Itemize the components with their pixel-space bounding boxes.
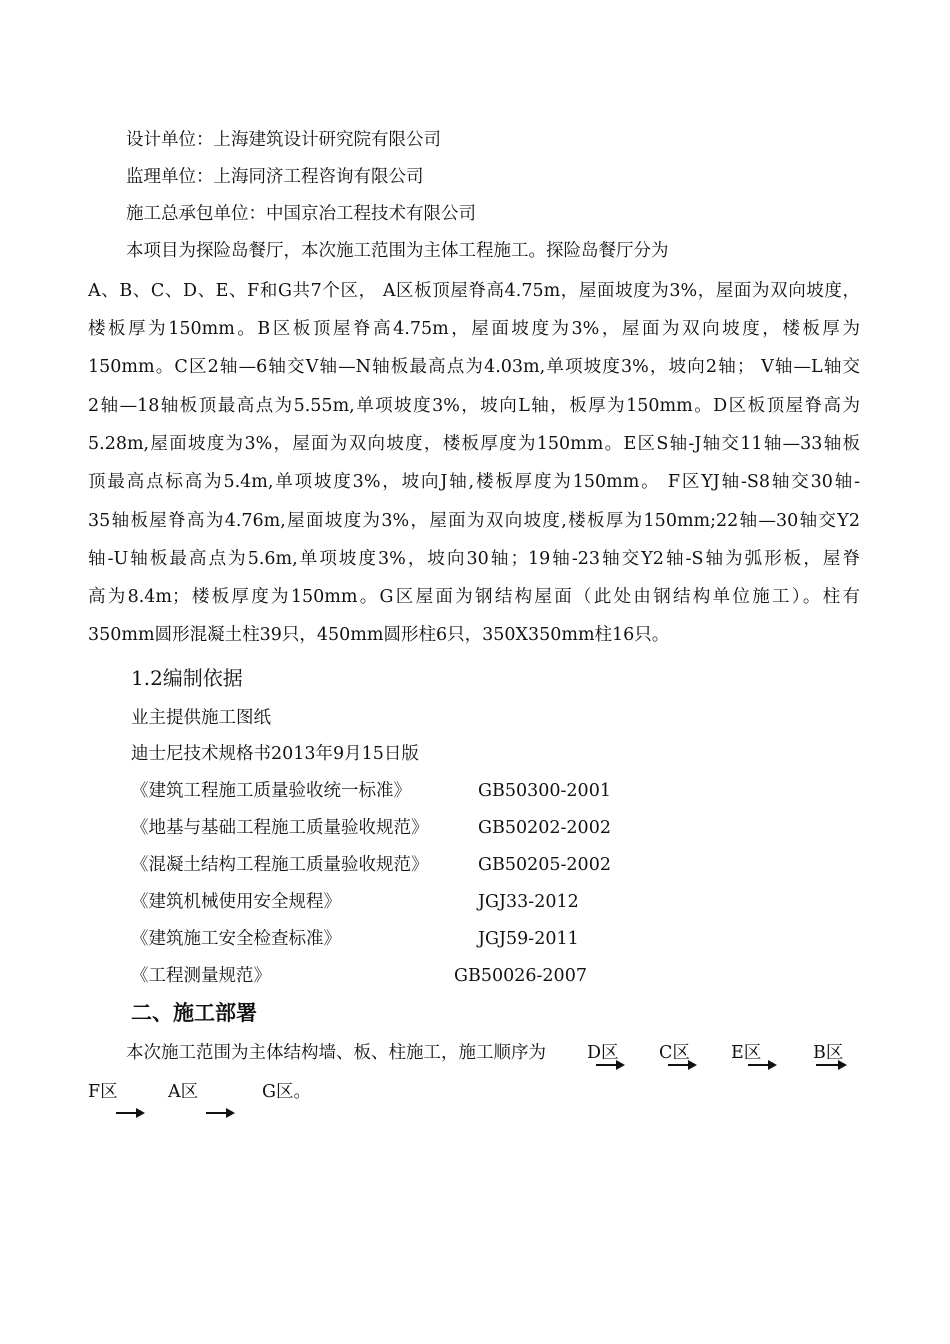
- standard-code: JGJ59-2011: [478, 929, 579, 949]
- arrow-icon: [668, 1064, 694, 1066]
- zone-d: D区: [587, 1043, 619, 1063]
- design-unit: 设计单位：上海建筑设计研究院有限公司: [126, 130, 441, 150]
- basis-item: 迪士尼技术规格书2013年9月15日版: [131, 744, 419, 764]
- standard-name: 《建筑工程施工质量验收统一标准》: [131, 781, 411, 801]
- arrow-icon: [206, 1112, 232, 1114]
- arrow-icon: [596, 1064, 622, 1066]
- contractor-unit: 施工总承包单位：中国京冶工程技术有限公司: [126, 204, 476, 224]
- basis-item: 业主提供施工图纸: [131, 708, 271, 728]
- zone-a: A区: [168, 1082, 199, 1102]
- standard-name: 《建筑机械使用安全规程》: [131, 892, 341, 912]
- standard-name: 《混凝土结构工程施工质量验收规范》: [131, 855, 429, 875]
- section-heading-1-2: 1.2编制依据: [131, 666, 243, 690]
- zone-g: G区。: [262, 1082, 311, 1102]
- standard-code: GB50300-2001: [478, 781, 611, 801]
- zone-c: C区: [659, 1043, 690, 1063]
- standard-name: 《建筑施工安全检查标准》: [131, 929, 341, 949]
- section-heading-2: 二、施工部署: [131, 1001, 257, 1025]
- deployment-intro: 本次施工范围为主体结构墙、板、柱施工，施工顺序为: [126, 1043, 546, 1063]
- overview-line: 楼板厚为150mm。B区板顶屋脊高4.75m，屋面坡度为3%，屋面为双向坡度，楼板厚为: [88, 319, 860, 339]
- zone-b: B区: [813, 1043, 844, 1063]
- arrow-icon: [816, 1064, 844, 1066]
- standard-code: GB50202-2002: [478, 818, 611, 838]
- overview-line: 顶最高点标高为5.4m,单项坡度3%，坡向J轴,楼板厚度为150mm。 F区YJ轴-S8轴交30轴-: [88, 472, 860, 492]
- standard-name: 《工程测量规范》: [131, 966, 271, 986]
- arrow-icon: [748, 1064, 774, 1066]
- overview-line: 高为8.4m；楼板厚度为150mm。G区屋面为钢结构屋面（此处由钢结构单位施工）。柱有: [88, 587, 860, 607]
- supervision-unit: 监理单位：上海同济工程咨询有限公司: [126, 167, 424, 187]
- overview-line: 5.28m,屋面坡度为3%，屋面为双向坡度，楼板厚度为150mm。E区S轴-J轴交11轴—33轴板: [88, 434, 860, 454]
- standard-code: GB50205-2002: [478, 855, 611, 875]
- arrow-icon: [116, 1112, 142, 1114]
- overview-line: 2轴—18轴板顶最高点为5.55m,单项坡度3%，坡向L轴，板厚为150mm。D区板顶屋脊高为: [88, 396, 860, 416]
- overview-line: 轴-U轴板最高点为5.6m,单项坡度3%，坡向30轴；19轴-23轴交Y2轴-S轴为弧形板，屋脊: [88, 549, 860, 569]
- overview-line: 35轴板屋脊高为4.76m,屋面坡度为3%，屋面为双向坡度,楼板厚为150mm;22轴—30轴交Y2: [88, 511, 860, 531]
- zone-f: F区: [88, 1082, 118, 1102]
- overview-line: A、B、C、D、E、F和G共7个区， A区板顶屋脊高4.75m，屋面坡度为3%，屋面为双向坡度，: [88, 281, 860, 301]
- zone-e: E区: [731, 1043, 762, 1063]
- overview-line: 150mm。C区2轴—6轴交V轴—N轴板最高点为4.03m,单项坡度3%，坡向2轴； V轴—L轴交: [88, 357, 860, 377]
- overview-first-line: 本项目为探险岛餐厅，本次施工范围为主体工程施工。探险岛餐厅分为: [126, 241, 669, 261]
- standard-name: 《地基与基础工程施工质量验收规范》: [131, 818, 429, 838]
- standard-code: JGJ33-2012: [478, 892, 579, 912]
- standard-code: GB50026-2007: [454, 966, 587, 986]
- overview-last-line: 350mm圆形混凝土柱39只，450mm圆形柱6只，350X350mm柱16只。: [88, 625, 670, 645]
